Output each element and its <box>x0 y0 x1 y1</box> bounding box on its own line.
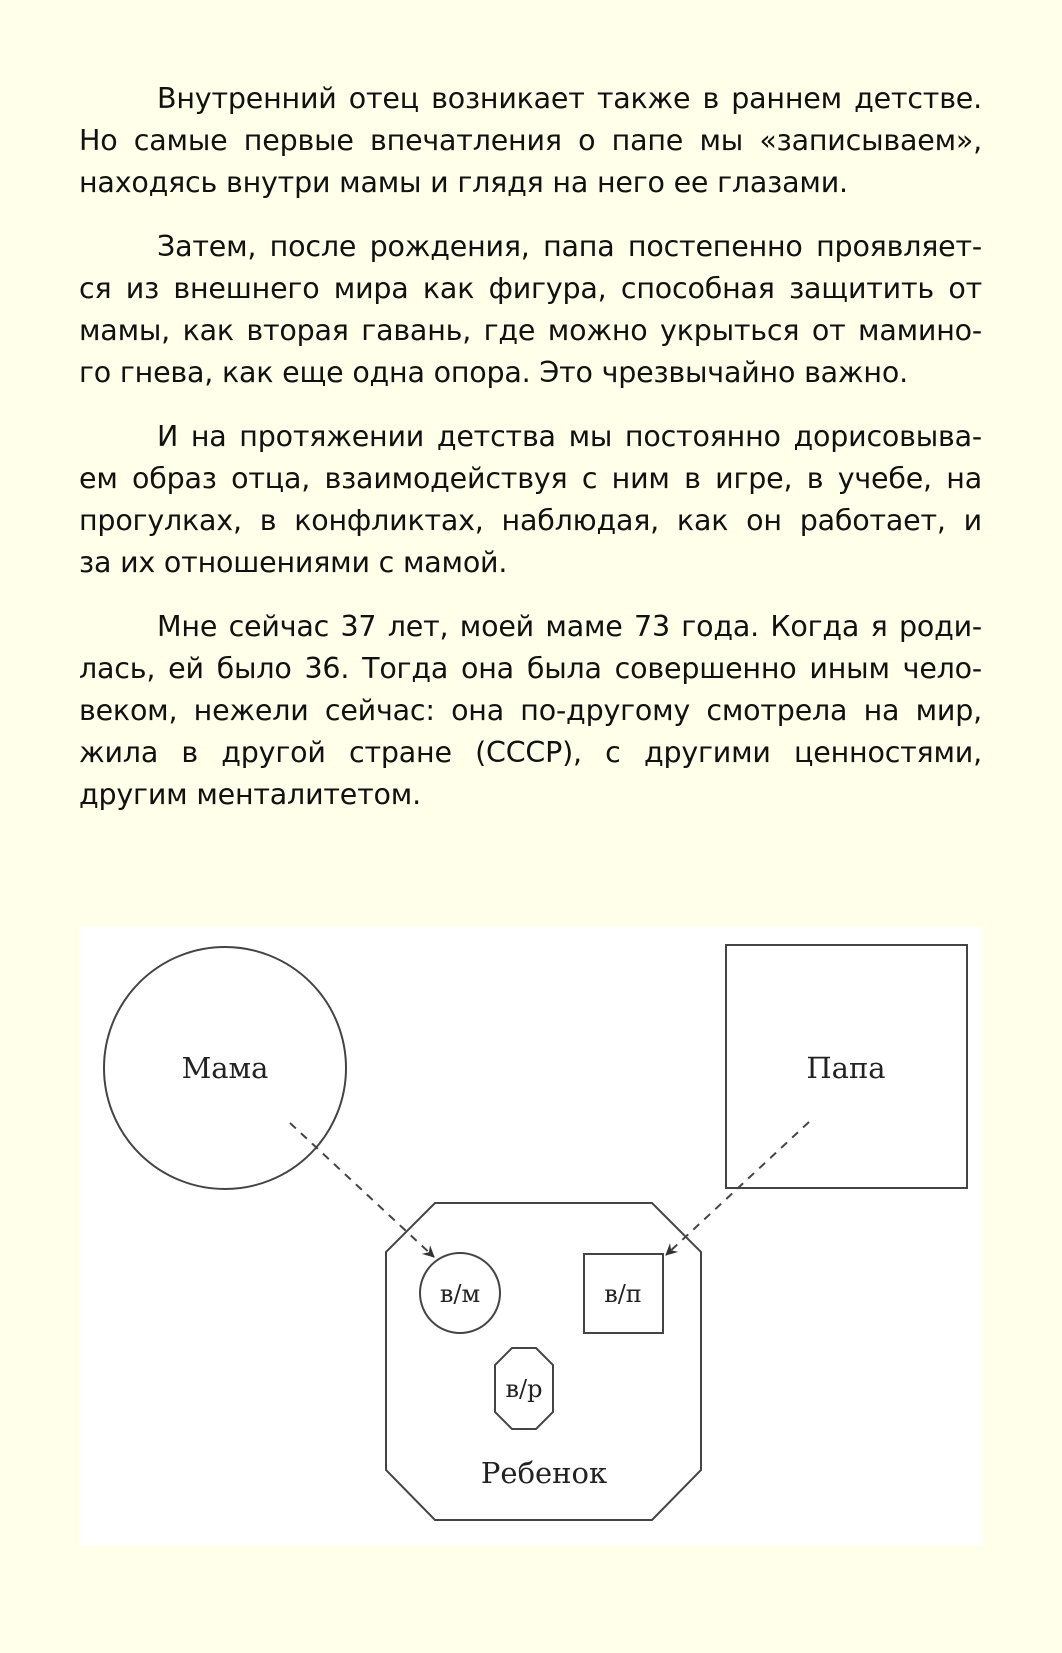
text-line: Мне сейчас 37 лет, моей маме 73 года. Когда я роди- <box>157 610 982 643</box>
paragraph-3 <box>79 416 982 584</box>
text-line: лась, ей было 36. Тогда она была совершенно иным чело- <box>79 652 982 685</box>
paragraph-2 <box>79 226 982 394</box>
child-label: Ребенок <box>480 1456 608 1490</box>
family-diagram <box>80 927 983 1545</box>
text-line: ем образ отца, взаимодействуя с ним в игре, в учебе, на <box>79 462 982 495</box>
text-line: го гнева, как еще одна опора. Это чрезвычайно важно. <box>79 356 908 389</box>
text-line: веком, нежели сейчас: она по-другому смотрела на мир, <box>79 694 982 727</box>
paragraph-1 <box>79 78 982 204</box>
text-line: находясь внутри мамы и глядя на него ее глазами. <box>79 166 848 199</box>
father-label: Папа <box>806 1051 886 1085</box>
inner-father-label: в/п <box>604 1280 642 1308</box>
text-line: другим менталитетом. <box>79 778 421 811</box>
inner-child-label: в/р <box>505 1375 543 1403</box>
text-line: жила в другой стране (СССР), с другими ценностями, <box>79 736 982 769</box>
mother-to-inner-mother-arrow <box>290 1123 434 1257</box>
inner-mother-label: в/м <box>439 1280 481 1308</box>
text-line: за их отношениями с мамой. <box>79 546 508 579</box>
text-line: мамы, как вторая гавань, где можно укрыться от мамино- <box>79 314 982 347</box>
mother-label: Мама <box>181 1051 269 1085</box>
diagram-canvas <box>80 927 983 1545</box>
article-text <box>79 78 982 838</box>
text-line: Затем, после рождения, папа постепенно проявляет- <box>157 230 982 263</box>
paragraph-4 <box>79 606 982 816</box>
text-line: И на протяжении детства мы постоянно дорисовыва- <box>157 420 982 453</box>
text-line: Но самые первые впечатления о папе мы «записываем», <box>79 124 982 157</box>
text-line: ся из внешнего мира как фигура, способная защитить от <box>79 272 982 305</box>
text-line: Внутренний отец возникает также в раннем детстве. <box>157 82 982 115</box>
text-line: прогулках, в конфликтах, наблюдая, как он работает, и <box>79 504 982 537</box>
